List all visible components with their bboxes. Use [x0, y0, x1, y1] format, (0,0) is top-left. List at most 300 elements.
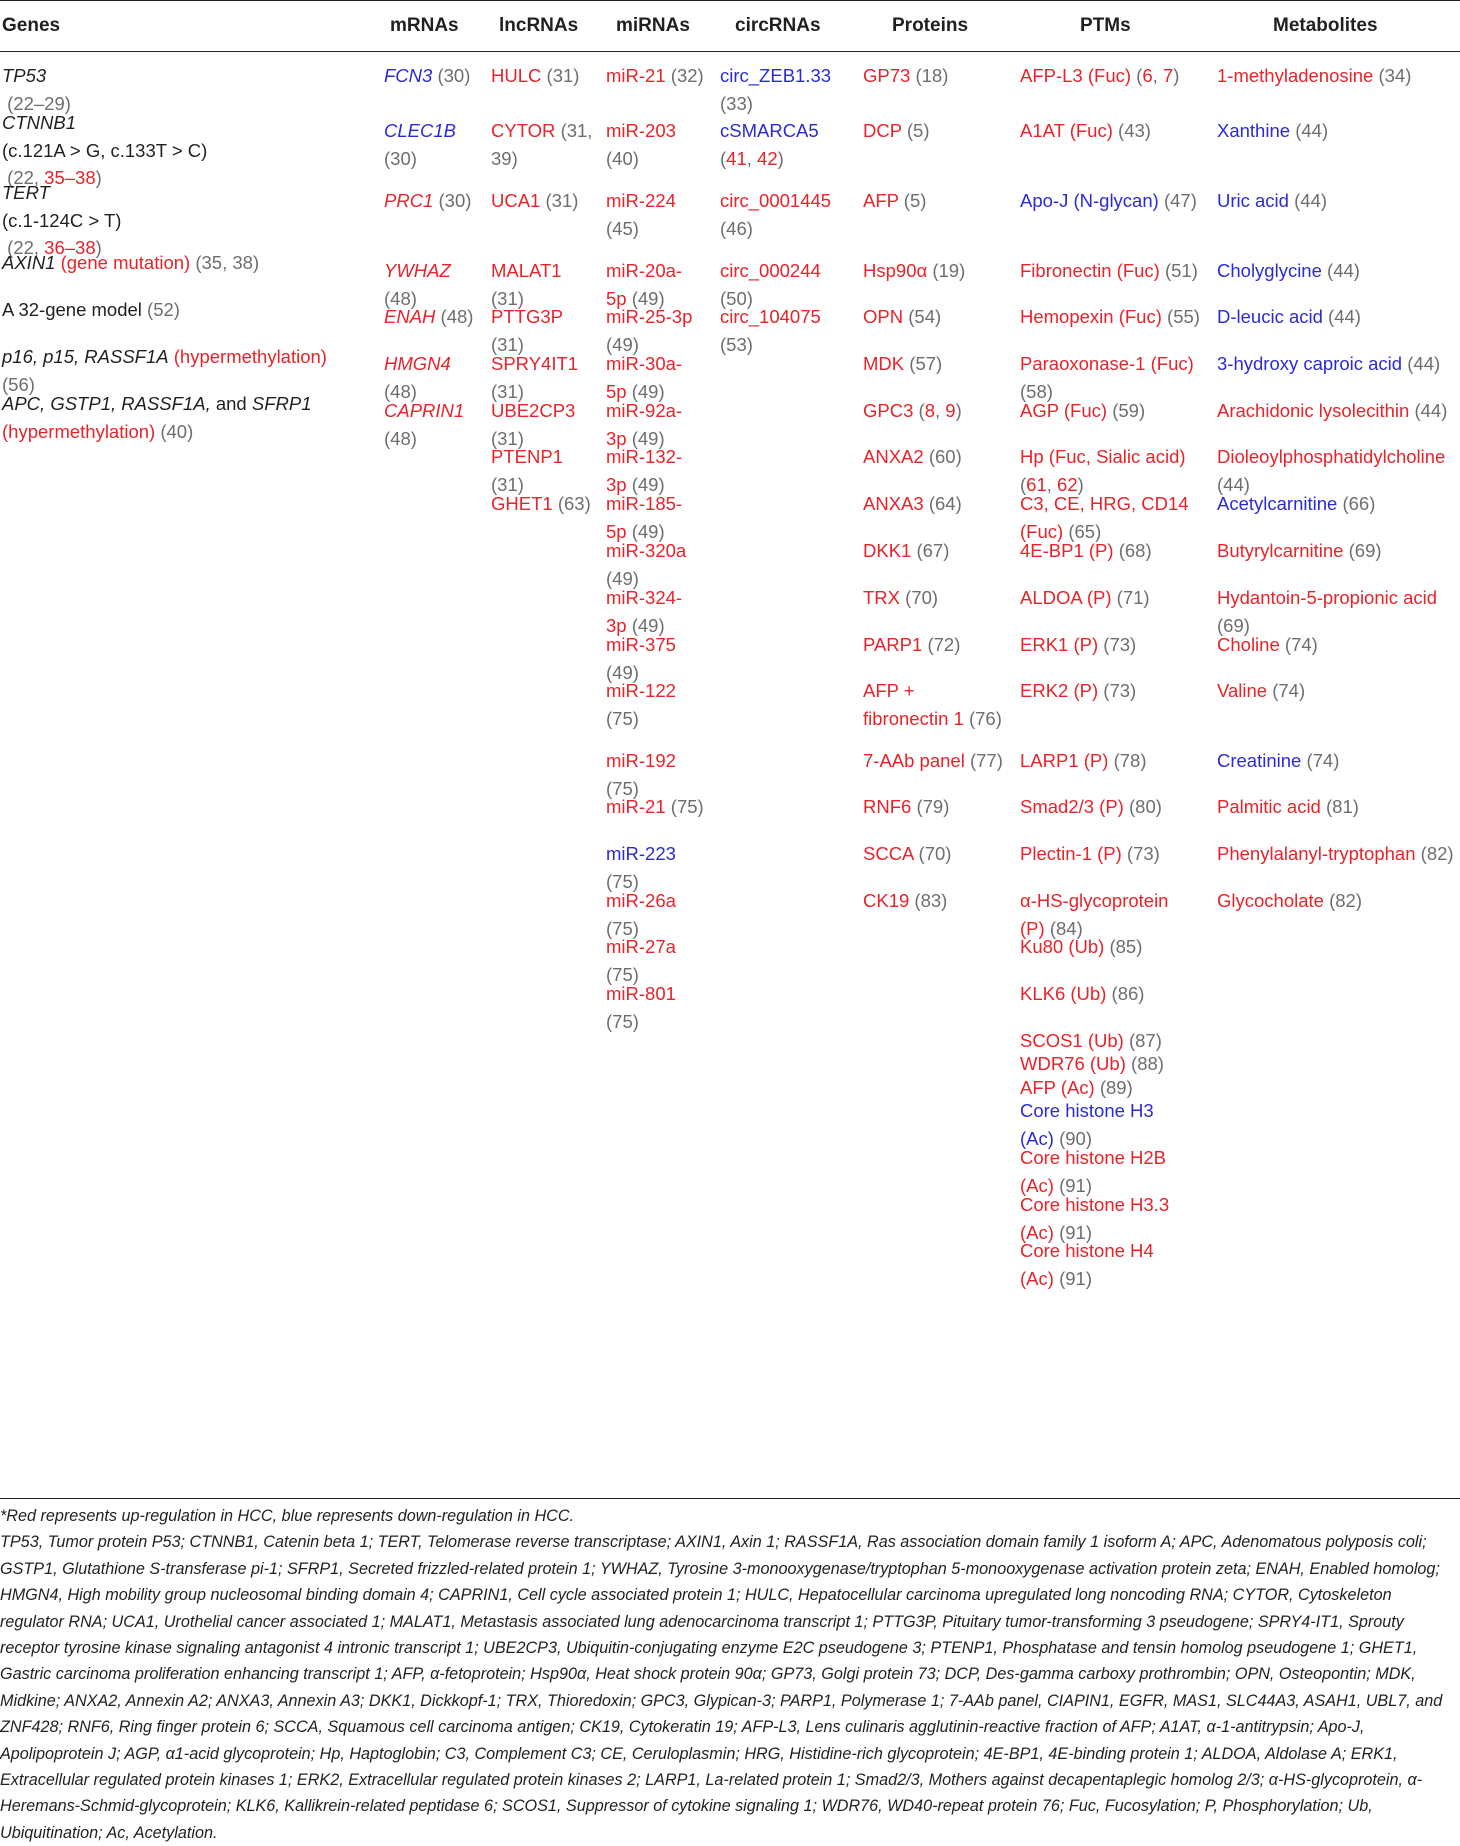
metabolites-name: Hydantoin-5-propionic acid — [1217, 587, 1438, 608]
mirnas-ref: (45) — [606, 217, 639, 239]
metabolites-entry — [1217, 257, 1460, 285]
metabolites-ref-num: 44 — [1223, 473, 1244, 495]
ptms-entry — [1020, 840, 1210, 868]
ptms-name: A1AT (Fuc) — [1020, 120, 1113, 141]
ptms-ref-num: 73 — [1109, 680, 1131, 701]
mirnas-ref: (49) — [606, 567, 639, 589]
mirnas-name: miR-801 — [606, 983, 676, 1004]
circrnas-ref: (50) — [720, 287, 753, 309]
metabolites-ref-num: 34 — [1384, 65, 1406, 86]
circrnas-entry — [720, 303, 850, 358]
mirnas-ref: (49) — [631, 287, 665, 309]
lncrnas-name: GHET1 — [491, 493, 553, 514]
metabolites-ref: (69) — [1348, 540, 1382, 561]
proteins-entry — [863, 537, 1013, 565]
proteins-ref: (72) — [927, 634, 961, 655]
circrnas-ref: (46) — [720, 217, 753, 239]
metabolites-ref: (44) — [1414, 400, 1448, 421]
metabolites-ref: (44) — [1295, 120, 1329, 141]
metabolites-ref: (66) — [1342, 493, 1376, 514]
proteins-entry — [863, 887, 1013, 915]
ptms-name: Core histone H2B — [1020, 1147, 1167, 1168]
mirnas-ref-num: 75 — [612, 963, 633, 985]
mirnas-entry — [606, 187, 712, 242]
ptms-name: WDR76 (Ub) — [1020, 1053, 1126, 1074]
ptms-ref-num: 86 — [1117, 983, 1139, 1004]
proteins-ref: (76) — [968, 707, 1002, 729]
mirnas-name: miR-132- — [606, 446, 683, 467]
circrnas-entry — [720, 117, 850, 172]
mirnas-ref: (75) — [606, 963, 639, 985]
proteins-entry — [863, 257, 1013, 285]
ptms-ref-num: 59 — [1118, 400, 1139, 421]
table-header — [0, 0, 1460, 52]
ptms-name: SCOS1 (Ub) — [1020, 1030, 1124, 1051]
ptms-ref: (73) — [1103, 680, 1137, 701]
ptms-entry — [1020, 677, 1210, 705]
circrnas-entry — [720, 187, 850, 242]
mirnas-ref: (75) — [606, 870, 639, 892]
metabolites-name: Choline — [1217, 634, 1280, 655]
metabolites-ref: (69) — [1217, 614, 1250, 636]
ptms-ref-b: 62 — [1057, 473, 1078, 495]
gene-name: SFRP1 — [251, 393, 312, 414]
ptms-entry — [1020, 1237, 1210, 1292]
mirnas-ref: (49) — [631, 520, 665, 542]
metabolites-name: Glycocholate — [1217, 890, 1324, 911]
metabolites-name: Dioleoylphosphatidylcholine — [1217, 446, 1446, 467]
mirnas-column — [606, 62, 712, 1512]
mirnas-name: miR-185- — [606, 493, 683, 514]
proteins-entry — [863, 443, 1013, 471]
ptms-ref: (91) — [1059, 1174, 1092, 1196]
ptms-ref-num: 58 — [1026, 380, 1047, 402]
proteins-ref-num: 60 — [934, 446, 956, 467]
ptms-ref: (91) — [1059, 1221, 1092, 1243]
proteins-ref-num: 57 — [915, 353, 937, 374]
ptms-ref-a: 6 — [1142, 65, 1153, 86]
header-mirnas: miRNAs — [616, 15, 690, 36]
metabolites-ref: (44) — [1217, 473, 1250, 495]
proteins-ref: (67) — [916, 540, 950, 561]
ptms-name: AFP (Ac) — [1020, 1077, 1095, 1098]
metabolites-ref-num: 69 — [1223, 614, 1244, 636]
ptms-name: LARP1 (P) — [1020, 750, 1109, 771]
proteins-name: AFP + — [863, 680, 915, 701]
proteins-ref: (79) — [916, 796, 950, 817]
proteins-ref: (54) — [908, 306, 942, 327]
proteins-ref: (18) — [915, 65, 949, 86]
metabolites-ref-num: 44 — [1300, 190, 1321, 211]
metabolites-name: Uric acid — [1217, 190, 1289, 211]
mirnas-ref: (49) — [631, 380, 665, 402]
ptms-ref-num: 43 — [1124, 120, 1145, 141]
proteins-entry — [863, 677, 1013, 732]
ptms-name: Plectin-1 (P) — [1020, 843, 1122, 864]
metabolites-entry — [1217, 537, 1460, 565]
mirnas-ref-num: 49 — [637, 427, 659, 449]
metabolites-name: Phenylalanyl-tryptophan — [1217, 843, 1416, 864]
mirnas-name: miR-192 — [606, 750, 676, 771]
ptms-name-cont: (Ac) — [1020, 1221, 1054, 1243]
metabolites-name: Butyrylcarnitine — [1217, 540, 1344, 561]
proteins-entry — [863, 584, 1013, 612]
lncrnas-ref: (31) — [491, 333, 524, 355]
lncrnas-column — [491, 62, 597, 1512]
metabolites-name: 3-hydroxy caproic acid — [1217, 353, 1403, 374]
lncrnas-ref: (31) — [491, 380, 524, 402]
mrnas-ref-num: 30 — [390, 147, 411, 169]
lncrnas-ref: (31) — [491, 473, 524, 495]
mirnas-ref-num: 75 — [612, 917, 633, 939]
proteins-name: AFP — [863, 190, 899, 211]
proteins-ref-num: 70 — [924, 843, 946, 864]
circrnas-name: circ_ZEB1.33 — [720, 65, 832, 86]
lncrnas-ref: (31) — [546, 65, 580, 86]
proteins-ref-num: 70 — [911, 587, 932, 608]
proteins-entry — [863, 747, 1013, 775]
header-lncrnas: lncRNAs — [499, 15, 579, 36]
lncrnas-ref-num: 31 — [497, 333, 518, 355]
circrnas-name: circ_000244 — [720, 260, 821, 281]
metabolites-ref: (44) — [1294, 190, 1328, 211]
proteins-ref-num: 79 — [922, 796, 944, 817]
ptms-name: Smad2/3 (P) — [1020, 796, 1124, 817]
gene-ref: 22 — [13, 167, 34, 188]
mrnas-entry — [384, 187, 484, 215]
ptms-name: Hemopexin (Fuc) — [1020, 306, 1162, 327]
ptms-name: Core histone H4 — [1020, 1240, 1154, 1261]
ptms-name: Core histone H3.3 — [1020, 1194, 1170, 1215]
proteins-ref: (5) — [906, 120, 930, 141]
ptms-ref: (84) — [1049, 917, 1083, 939]
circrnas-ref: (41, 42) — [720, 147, 784, 169]
ptms-ref: (73) — [1126, 843, 1160, 864]
mirnas-ref-num: 75 — [612, 707, 633, 729]
proteins-ref-num: 77 — [976, 750, 997, 771]
proteins-ref: (19) — [932, 260, 966, 281]
ptms-ref: (86) — [1111, 983, 1145, 1004]
metabolites-ref: (74) — [1284, 634, 1318, 655]
ptms-name: Hp (Fuc, Sialic acid) — [1020, 446, 1186, 467]
ptms-entry — [1020, 397, 1210, 425]
mrnas-ref: (48) — [384, 380, 417, 402]
ptms-ref: (55) — [1167, 306, 1200, 327]
lncrnas-ref-num: 31 — [552, 65, 574, 86]
proteins-name: TRX — [863, 587, 900, 608]
gene-name: TERT — [2, 182, 50, 203]
mirnas-name: miR-122 — [606, 680, 676, 701]
gene-ref: 22–29 — [13, 92, 65, 114]
gene-name: CTNNB1 — [2, 112, 77, 133]
metabolites-entry — [1217, 397, 1460, 425]
mirnas-entry — [606, 677, 712, 732]
mirnas-name: miR-20a- — [606, 260, 683, 281]
mirnas-ref-num: 45 — [612, 217, 633, 239]
ptms-ref-b: 7 — [1162, 65, 1174, 86]
gene-row: CTNNB1 (c.121A > G, c.133T > C) (22, 35–38) — [2, 112, 208, 188]
proteins-ref-num: 19 — [938, 260, 960, 281]
mirnas-entry — [606, 62, 712, 90]
mirnas-ref-num: 49 — [612, 567, 633, 589]
proteins-ref: (70) — [905, 587, 939, 608]
lncrnas-name: MALAT1 — [491, 260, 562, 281]
metabolites-ref-num: 74 — [1312, 750, 1334, 771]
circrnas-ref: (33) — [720, 92, 753, 114]
ptms-ref-num: 65 — [1074, 520, 1096, 542]
metabolites-name: 1-methyladenosine — [1217, 65, 1374, 86]
proteins-ref-num: 54 — [914, 306, 935, 327]
ptms-ref-num: 51 — [1171, 260, 1192, 281]
header-proteins: Proteins — [892, 15, 969, 36]
circrnas-name: cSMARCA5 — [720, 120, 819, 141]
lncrnas-ref: (31) — [491, 287, 524, 309]
metabolites-entry — [1217, 747, 1460, 775]
metabolites-name: Valine — [1217, 680, 1268, 701]
mirnas-name: miR-21 — [606, 65, 666, 86]
mirnas-ref-num: 49 — [637, 287, 659, 309]
mirnas-ref: (40) — [606, 147, 639, 169]
proteins-name: CK19 — [863, 890, 910, 911]
mirnas-name: miR-27a — [606, 936, 676, 957]
ptms-name: α-HS-glycoprotein — [1020, 890, 1169, 911]
gene-ref: 35 — [201, 252, 223, 273]
mrnas-entry — [384, 62, 484, 90]
ptms-ref-num: 78 — [1119, 750, 1141, 771]
mirnas-ref-num: 49 — [637, 380, 659, 402]
circrnas-name: circ_0001445 — [720, 190, 832, 211]
mrnas-name: PRC1 — [384, 190, 434, 211]
proteins-name: GPC3 — [863, 400, 914, 421]
lncrnas-entry — [491, 117, 597, 172]
proteins-name: 7-AAb panel — [863, 750, 965, 771]
lncrnas-name: UCA1 — [491, 190, 541, 211]
ptms-entry — [1020, 980, 1210, 1008]
mrnas-name: HMGN4 — [384, 353, 451, 374]
circrnas-ref-num: 46 — [726, 217, 747, 239]
gene-name: TP53 — [2, 65, 47, 86]
mirnas-ref-num: 75 — [612, 1010, 633, 1032]
metabolites-ref-num: 82 — [1426, 843, 1448, 864]
mirnas-ref: (49) — [606, 333, 639, 355]
mrnas-entry — [384, 117, 484, 172]
ptms-name-cont: (Ac) — [1020, 1267, 1054, 1289]
circrnas-ref-num: 33 — [726, 92, 747, 114]
lncrnas-entry — [491, 490, 597, 518]
mirnas-name: miR-26a — [606, 890, 676, 911]
ptms-ref: (51) — [1164, 260, 1198, 281]
gene-ref: 35–38 — [44, 167, 96, 188]
mirnas-ref-num: 49 — [637, 473, 659, 495]
mirnas-name: miR-92a- — [606, 400, 683, 421]
mirnas-name: miR-224 — [606, 190, 676, 211]
gene-row: TP53 (22–29) — [2, 65, 71, 114]
gene-ref: 36–38 — [44, 237, 96, 258]
metabolites-entry — [1217, 62, 1460, 90]
proteins-ref: (5) — [903, 190, 927, 211]
mirnas-ref-num: 49 — [612, 661, 633, 683]
gene-and: and — [215, 393, 247, 414]
ptms-ref-num: 80 — [1135, 796, 1156, 817]
ptms-name-cont: (Fuc) — [1020, 520, 1064, 542]
mirnas-ref-num: 49 — [637, 614, 659, 636]
mirnas-ref-num: 49 — [612, 333, 633, 355]
ptms-ref-num: 68 — [1124, 540, 1146, 561]
metabolites-ref: (81) — [1325, 796, 1359, 817]
gene-row: AXIN1 (gene mutation) (35, 38) — [2, 252, 260, 273]
circrnas-ref-num: 50 — [726, 287, 747, 309]
proteins-name: Hsp90α — [863, 260, 928, 281]
gene-note: (hypermethylation) — [2, 420, 156, 442]
ptms-name: ERK1 (P) — [1020, 634, 1099, 655]
metabolites-ref-num: 44 — [1334, 306, 1355, 327]
mirnas-entry — [606, 980, 712, 1035]
table-bottom-rule — [0, 1498, 1460, 1499]
ptms-name: C3, CE, HRG, CD14 — [1020, 493, 1189, 514]
proteins-ref-num: 72 — [933, 634, 955, 655]
mirnas-ref: (49) — [631, 473, 665, 495]
lncrnas-name: SPRY4IT1 — [491, 353, 579, 374]
mirnas-ref: (32) — [670, 65, 704, 86]
ptms-entry — [1020, 537, 1210, 565]
circrnas-ref: (53) — [720, 333, 753, 355]
mirnas-ref: (75) — [670, 796, 704, 817]
mirnas-name: miR-25-3p — [606, 306, 693, 327]
metabolites-ref-num: 82 — [1335, 890, 1356, 911]
gene-name: APC, GSTP1, RASSF1A, — [2, 393, 211, 414]
mrnas-name: ENAH — [384, 306, 436, 327]
gene-note: (hypermethylation) — [173, 346, 327, 367]
header-ptms: PTMs — [1080, 15, 1131, 36]
mirnas-name: miR-21 — [606, 796, 666, 817]
lncrnas-ref-num: 31 — [497, 473, 518, 495]
proteins-name: GP73 — [863, 65, 911, 86]
gene-ref: 38 — [232, 252, 253, 273]
ptms-name: KLK6 (Ub) — [1020, 983, 1107, 1004]
ptms-entry — [1020, 793, 1210, 821]
ptms-name: ALDOA (P) — [1020, 587, 1112, 608]
mrnas-ref-num: 48 — [446, 306, 468, 327]
ptms-ref-num: 87 — [1135, 1030, 1156, 1051]
lncrnas-name: UBE2CP3 — [491, 400, 576, 421]
genes-column — [2, 62, 382, 1512]
ptms-ref-num: 47 — [1170, 190, 1191, 211]
mirnas-name: miR-223 — [606, 843, 676, 864]
mirnas-name: miR-375 — [606, 634, 676, 655]
proteins-ref: (57) — [909, 353, 943, 374]
mrnas-ref-num: 48 — [390, 427, 411, 449]
metabolites-ref-num: 44 — [1413, 353, 1434, 374]
lncrnas-ref: (31) — [491, 427, 524, 449]
circrnas-column — [720, 62, 850, 1512]
header-circrnas: circRNAs — [735, 15, 821, 36]
ptms-ref: (59) — [1112, 400, 1146, 421]
proteins-name: DKK1 — [863, 540, 912, 561]
circrnas-ref-b: 42 — [757, 147, 778, 169]
proteins-ref-num: 5 — [913, 120, 924, 141]
mrnas-ref: (30) — [384, 147, 417, 169]
metabolites-entry — [1217, 793, 1460, 821]
ptms-ref-num: 91 — [1065, 1174, 1086, 1196]
mrnas-ref: (48) — [440, 306, 474, 327]
proteins-ref-num: 67 — [922, 540, 944, 561]
mirnas-ref: (49) — [606, 661, 639, 683]
metabolites-name: Creatinine — [1217, 750, 1302, 771]
ptms-ref: (65) — [1068, 520, 1102, 542]
header-genes: Genes — [2, 15, 61, 36]
gene-name: AXIN1 — [2, 252, 56, 273]
ptms-ref-a: 61 — [1026, 473, 1047, 495]
ptms-name: Fibronectin (Fuc) — [1020, 260, 1160, 281]
gene-note: (c.1-124C > T) — [2, 209, 122, 231]
ptms-name-cont: (Ac) — [1020, 1127, 1054, 1149]
mrnas-ref: (48) — [384, 427, 417, 449]
proteins-ref-num: 18 — [921, 65, 943, 86]
mrnas-entry — [384, 303, 484, 331]
metabolites-ref: (82) — [1420, 843, 1454, 864]
ptms-entry — [1020, 187, 1210, 215]
metabolites-ref-num: 74 — [1291, 634, 1312, 655]
header-metabolites: Metabolites — [1273, 15, 1378, 36]
lncrnas-name: PTTG3P — [491, 306, 563, 327]
lncrnas-ref-num: 31 — [497, 427, 518, 449]
proteins-name: SCCA — [863, 843, 914, 864]
ptms-name: AFP-L3 (Fuc) — [1020, 65, 1132, 86]
proteins-ref-b: 9 — [945, 400, 956, 421]
ptms-ref-num: 91 — [1065, 1221, 1086, 1243]
ptms-ref: (89) — [1099, 1077, 1133, 1098]
proteins-ref-num: 64 — [934, 493, 956, 514]
ptms-name: 4E-BP1 (P) — [1020, 540, 1114, 561]
proteins-name-cont: fibronectin 1 — [863, 707, 964, 729]
metabolites-ref-num: 44 — [1333, 260, 1354, 281]
lncrnas-ref-num: 31, 39 — [491, 120, 593, 169]
gene-row: APC, GSTP1, RASSF1A, and SFRP1 (hypermethylation) (40) — [2, 393, 312, 442]
ptms-ref-num: 90 — [1065, 1127, 1086, 1149]
gene-row: p16, p15, RASSF1A (hypermethylation) (56) — [2, 346, 327, 395]
mrnas-name: YWHAZ — [384, 260, 451, 281]
ptms-entry — [1020, 584, 1210, 612]
proteins-entry — [863, 397, 1013, 425]
lncrnas-ref: (31) — [545, 190, 579, 211]
mrnas-ref-num: 48 — [390, 287, 411, 309]
gene-row: TERT (c.1-124C > T) (22, 36–38) — [2, 182, 122, 258]
metabolites-entry — [1217, 303, 1460, 331]
ptms-ref: (73) — [1103, 634, 1137, 655]
metabolites-ref-num: 69 — [1354, 540, 1376, 561]
gene-name: p16, p15, RASSF1A — [2, 346, 169, 367]
mirnas-name: miR-324- — [606, 587, 683, 608]
proteins-ref: (70) — [918, 843, 952, 864]
ptms-ref-num: 55 — [1173, 306, 1194, 327]
metabolites-ref: (44) — [1328, 306, 1361, 327]
proteins-ref-num: 83 — [920, 890, 942, 911]
gene-ref: 22 — [13, 237, 34, 258]
gene-row: A 32-gene model (52) — [2, 299, 180, 320]
ptms-ref: (43) — [1118, 120, 1151, 141]
circrnas-entry — [720, 62, 850, 117]
ptms-ref: (58) — [1020, 380, 1053, 402]
ptms-ref: (71) — [1116, 587, 1150, 608]
mrnas-ref: (30) — [438, 190, 472, 211]
ptms-name-cont: (P) — [1020, 917, 1045, 939]
lncrnas-name: PTENP1 — [491, 446, 563, 467]
proteins-entry — [863, 117, 1013, 145]
lncrnas-name: HULC — [491, 65, 542, 86]
metabolites-entry — [1217, 490, 1460, 518]
mrnas-ref-num: 48 — [390, 380, 411, 402]
proteins-entry — [863, 187, 1013, 215]
